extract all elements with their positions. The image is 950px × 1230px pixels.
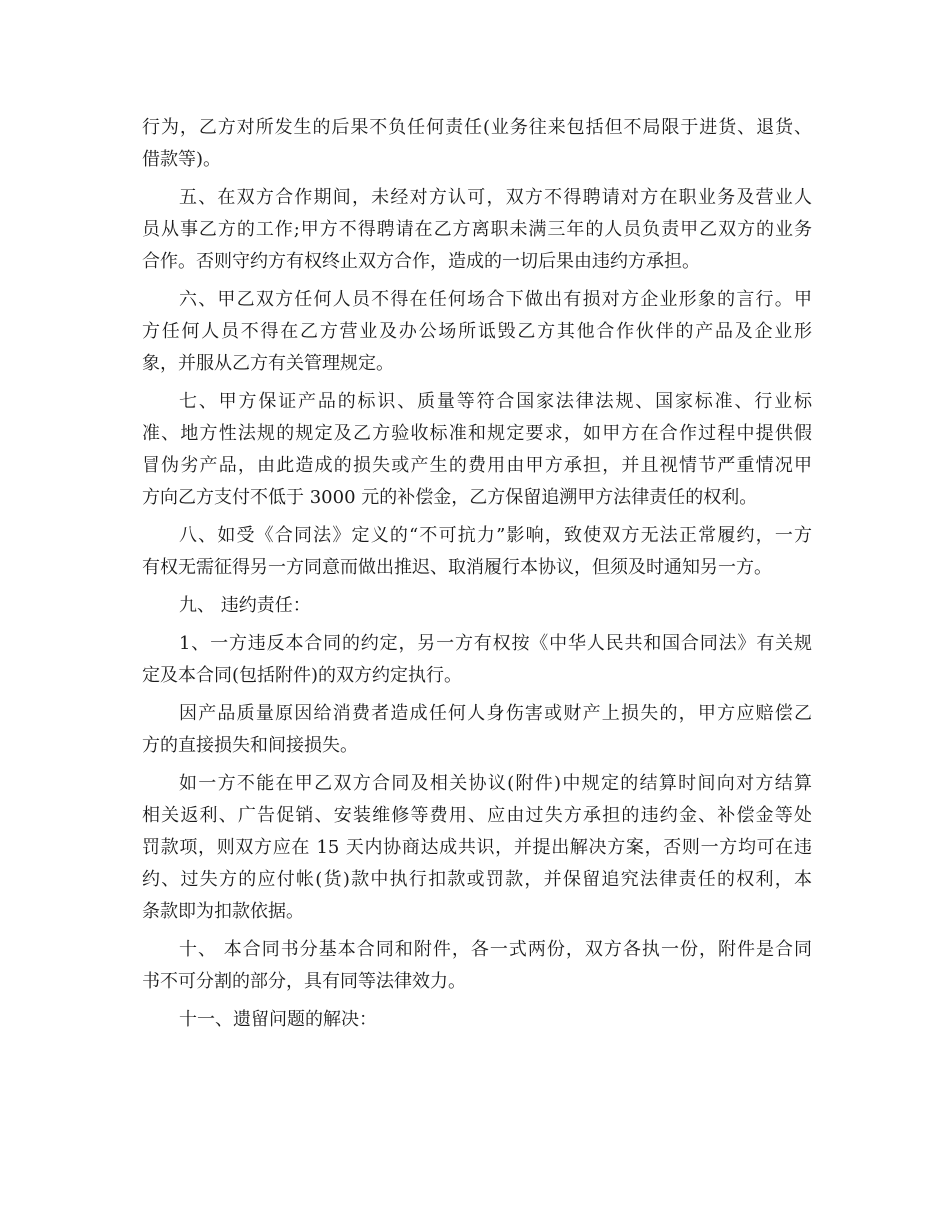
text-line: 方的直接损失和间接损失。 bbox=[142, 735, 358, 756]
paragraph-clause-9-3 bbox=[142, 768, 812, 928]
text-line: 六、甲乙双方任何人员不得在任何场合下做出有损对方企业形象的言行。甲 bbox=[179, 289, 812, 310]
paragraph-intro-cont bbox=[142, 112, 812, 176]
text-line: 1、一方违反本合同的约定，另一方有权按《中华人民共和国合同法》有关规 bbox=[179, 633, 812, 654]
text-line: 方任何人员不得在乙方营业及办公场所诋毁乙方其他合作伙伴的产品及企业形 bbox=[142, 321, 812, 342]
text-line: 九、 违约责任： bbox=[179, 595, 311, 616]
text-line: 约、过失方的应付帐(货)款中执行扣款或罚款，并保留追究法律责任的权利，本 bbox=[142, 869, 812, 890]
text-line: 如一方不能在甲乙双方合同及相关协议(附件)中规定的结算时间向对方结算 bbox=[179, 773, 812, 794]
document-body bbox=[142, 112, 812, 1042]
paragraph-clause-9-1 bbox=[142, 628, 812, 692]
text-line: 准、地方性法规的规定及乙方验收标准和规定要求，如甲方在合作过程中提供假 bbox=[142, 423, 812, 444]
text-line: 书不可分割的部分，具有同等法律效力。 bbox=[142, 971, 466, 992]
text-line: 合作。否则守约方有权终止双方合作，造成的一切后果由违约方承担。 bbox=[142, 251, 700, 272]
paragraph-clause-9 bbox=[142, 590, 812, 622]
paragraph-clause-8 bbox=[142, 520, 812, 584]
text-line: 条款即为扣款依据。 bbox=[142, 901, 304, 922]
text-line: 有权无需征得另一方同意而做出推迟、取消履行本协议，但须及时通知另一方。 bbox=[142, 557, 772, 578]
text-line: 行为，乙方对所发生的后果不负任何责任(业务往来包括但不局限于进货、退货、 bbox=[142, 117, 812, 138]
text-line: 因产品质量原因给消费者造成任何人身伤害或财产上损失的，甲方应赔偿乙 bbox=[179, 703, 812, 724]
text-line: 七、甲方保证产品的标识、质量等符合国家法律法规、国家标准、行业标 bbox=[179, 391, 812, 412]
text-line: 方向乙方支付不低于 3000 元的补偿金，乙方保留追溯甲方法律责任的权利。 bbox=[142, 487, 758, 508]
text-line: 冒伪劣产品，由此造成的损失或产生的费用由甲方承担，并且视情节严重情况甲 bbox=[142, 455, 812, 476]
text-line: 相关返利、广告促销、安装维修等费用、应由过失方承担的违约金、补偿金等处 bbox=[142, 805, 812, 826]
text-line: 十、 本合同书分基本合同和附件，各一式两份，双方各执一份，附件是合同 bbox=[179, 939, 812, 960]
text-line: 五、在双方合作期间，未经对方认可，双方不得聘请对方在职业务及营业人 bbox=[179, 187, 812, 208]
paragraph-clause-6 bbox=[142, 284, 812, 380]
paragraph-clause-7 bbox=[142, 386, 812, 514]
paragraph-clause-5 bbox=[142, 182, 812, 278]
text-line: 罚款项，则双方应在 15 天内协商达成共识，并提出解决方案，否则一方均可在违 bbox=[142, 837, 812, 858]
paragraph-clause-11 bbox=[142, 1004, 812, 1036]
text-line: 象，并服从乙方有关管理规定。 bbox=[142, 353, 394, 374]
text-line: 员从事乙方的工作;甲方不得聘请在乙方离职未满三年的人员负责甲乙双方的业务 bbox=[142, 219, 812, 240]
paragraph-clause-9-2 bbox=[142, 698, 812, 762]
text-line: 定及本合同(包括附件)的双方约定执行。 bbox=[142, 665, 463, 686]
paragraph-clause-10 bbox=[142, 934, 812, 998]
text-line: 十一、遗留问题的解决： bbox=[179, 1009, 377, 1030]
text-line: 借款等)。 bbox=[142, 149, 222, 170]
text-line: 八、如受《合同法》定义的“不可抗力”影响，致使双方无法正常履约，一方 bbox=[179, 525, 812, 546]
